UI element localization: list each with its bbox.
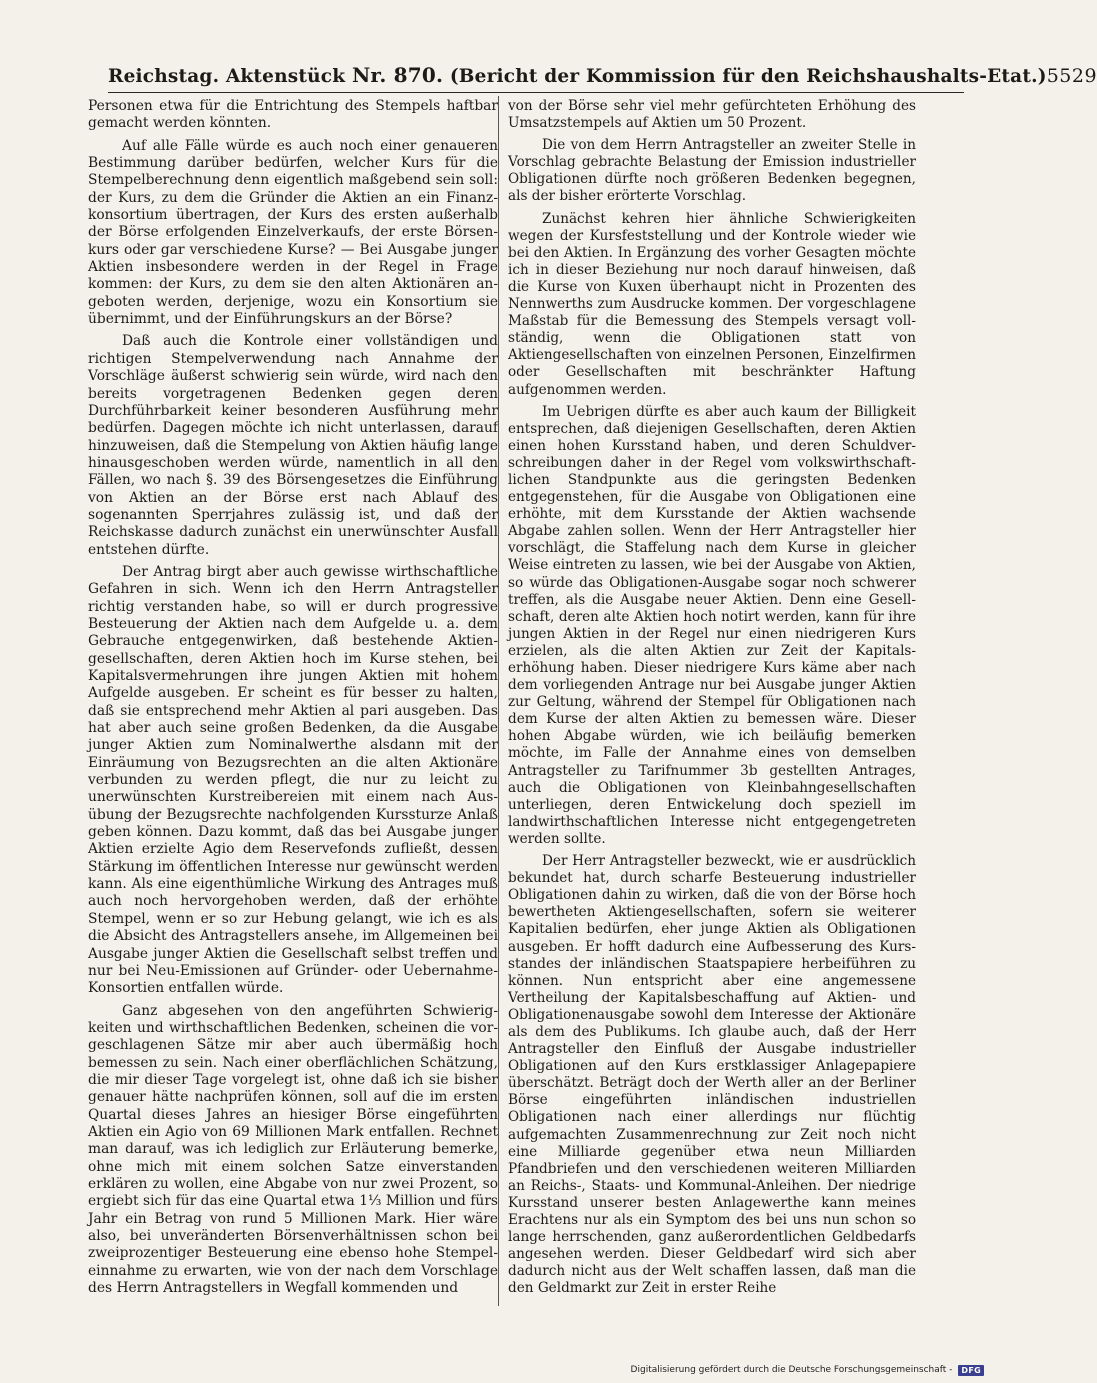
right-column [508, 98, 916, 1303]
paragraph: Im Uebrigen dürfte es aber auch kaum der Billigkeit entsprechen, daß diejenigen Gesellschaften, deren Aktien einen hohen Kursstand haben, und deren Schuldverschreibungen daher in der Regel vom volkswirthschaftlichen Standpunkte aus die geringsten Bedenken entgegenstehen, für die Ausgabe von Obligationen eine erhöhte, mit dem Kursstande der Aktien wachsende Abgabe zahlen sollen. Wenn der Herr Antragsteller hier vorschlägt, die Staffelung nach dem Kurse in gleicher Weise eintreten zu lassen, wie bei der Ausgabe von Aktien, so würde das Obligationen-Ausgabe sogar noch schwerer treffen, als die Ausgabe neuer Aktien. Denn eine Gesellschaft, deren alte Aktien hoch notirt werden, kann für ihre jungen Aktien in der Regel nur einen niedrigeren Kurs erzielen, als die alten Aktien zur Zeit der Kapitalserhöhung haben. Dieser niedrigere Kurs käme aber nach dem vorliegenden Antrage nur bei Ausgabe junger Aktien zur Geltung, während der Stempel für Obligationen nach dem Kurse der alten Aktien zu bemessen wäre. Dieser hohen Abgabe würden, wie ich beiläufig bemerken möchte, im Falle der Annahme eines von demselben Antragsteller zu Tarifnummer 3b gestellten Antrages, auch die Obligationen von Kleinbahngesellschaften unterliegen, deren Entwickelung doch speziell im landwirthschaftlichen Interesse nicht entgegengetreten werden sollte. [508, 403, 916, 847]
paragraph: Ganz abgesehen von den angeführten Schwierigkeiten und wirthschaftlichen Bedenken, scheinen die vorgeschlagenen Sätze mir aber auch übermäßig hoch bemessen zu sein. Nach einer oberflächlichen Schätzung, die mir dieser Tage vorgelegt ist, ohne daß ich sie bisher genauer hätte nachprüfen können, soll auf die im ersten Quartal dieses Jahres an hiesiger Börse eingeführten Aktien ein Agio von 69 Millionen Mark entfallen. Rechnet man darauf, was ich lediglich zur Erläuterung bemerke, ohne mich mit einem solchen Satze einverstanden erklären zu wollen, eine Abgabe von nur zwei Prozent, so ergiebt sich für das eine Quartal etwa 1⅓ Million und fürs Jahr ein Betrag von rund 5 Millionen Mark. Hier wäre also, bei unveränderten Börsenverhältnissen schon bei zweiprozentiger Besteuerung eine ebenso hohe Stempeleinnahme zu erwarten, wie von der nach dem Vorschlage des Herrn Antragstellers in Wegfall kommenden und [88, 1002, 498, 1297]
footer-text: Digitalisierung gefördert durch die Deutsche Forschungsgemeinschaft - [630, 1365, 953, 1375]
running-title-suffix: (Bericht der Kommission für den Reichshaushalts-Etat.) [443, 66, 1047, 87]
paragraph: Der Herr Antragsteller bezweckt, wie er ausdrücklich bekundet hat, durch scharfe Besteuerung industrieller Obligationen dahin zu wirken, daß die von der Börse hoch bewertheten Aktiengesellschaften, sofern sie weiterer Kapitalien bedürfen, eher junge Aktien als Obligationen ausgeben. Er hofft dadurch eine Aufbesserung des Kursstandes der inländischen Staatspapiere herbeiführen zu können. Nun entspricht aber eine angemessene Vertheilung der Kapitalsbeschaffung auf Aktien- und Obligationenausgabe sowohl dem Interesse der Aktionäre als dem des Publikums. Ich glaube auch, daß der Herr Antragsteller den Einfluß der Ausgabe industrieller Obligationen auf den Kurs erstklassiger Anlagepapiere überschätzt. Beträgt doch der Werth aller an der Berliner Börse eingeführten inländischen industriellen Obligationen nach einer allerdings nur flüchtig aufgemachten Zusammenrechnung zur Zeit noch nicht eine Milliarde gegenüber etwa neun Milliarden Pfandbriefen und den verschiedenen weiteren Milliarden an Reichs-, Staats- und Kommunal-Anleihen. Der niedrige Kursstand unserer besten Anlagewerthe kann meines Erachtens nur als ein Symptom des bei uns nun schon so lange herrschenden, ganz außerordentlichen Geldbedarfs angesehen werden. Dieser Geldbedarf wird sich aber dadurch nicht aus der Welt schaffen lassen, daß man die den Geldmarkt zur Zeit in erster Reihe [508, 853, 916, 1297]
paragraph: Personen etwa für die Entrichtung des Stempels haftbar gemacht werden könnten. [88, 98, 498, 132]
page-number: 5529 [1046, 65, 1097, 87]
digitization-footer [631, 1362, 984, 1378]
left-column [88, 98, 498, 1303]
dfg-logo: DFG [958, 1365, 984, 1376]
page-header [108, 56, 1097, 93]
column-divider [498, 96, 499, 1306]
paragraph: von der Börse sehr viel mehr gefürchteten Erhöhung des Umsatzstempels auf Aktien um 50 Prozent. [508, 98, 916, 132]
paragraph: Die von dem Herrn Antragsteller an zweiter Stelle in Vorschlag gebrachte Belastung der Emission industrieller Obligationen dürfte noch größeren Bedenken begegnen, als der bisher erörterte Vorschlag. [508, 137, 916, 205]
paragraph: Der Antrag birgt aber auch gewisse wirthschaftliche Gefahren in sich. Wenn ich den Herrn Antragsteller richtig verstanden habe, so will er durch progressive Besteuerung der Aktien nach dem Aufgelde u. a. dem Gebrauche entgegenwirken, daß bestehende Aktiengesellschaften, deren Aktien hoch im Kurse stehen, bei Kapitalsvermehrungen ihre jungen Aktien mit hohem Aufgelde ausgeben. Er scheint es für besser zu halten, daß sie entsprechend mehr Aktien al pari ausgeben. Das hat aber auch seine großen Bedenken, da die Ausgabe junger Aktien zum Nominalwerthe alsdann mit der Einräumung von Bezugsrechten an die alten Aktionäre verbunden zu werden pflegt, die nur zu leicht zu unerwünschten Kurstreibereien mit einem nach Ausübung der Bezugsrechte nachfolgenden Kurssturze Anlaß geben können. Dazu kommt, daß das bei Ausgabe junger Aktien erzielte Agio dem Reservefonds zufließt, dessen Stärkung im öffentlichen Interesse nur gewünscht werden kann. Als eine eigenthümliche Wirkung des Antrages muß auch noch hervorgehoben werden, daß der erhöhte Stempel, wenn er so zur Hebung gelangt, wie ich es als die Absicht des Antragstellers ansehe, im Allgemeinen bei Ausgabe junger Aktien die Gesellschaft selbst treffen und nur bei Neu-Emissionen auf Gründer- oder Uebernahme-Konsortien entfallen würde. [88, 563, 498, 997]
running-title-prefix: Reichstag. Aktenstück [108, 66, 352, 87]
paragraph: Zunächst kehren hier ähnliche Schwierigkeiten wegen der Kursfeststellung und der Kontrole wieder wie bei den Aktien. In Ergänzung des vorher Gesagten möchte ich in dieser Beziehung nur noch darauf hinweisen, daß die Kurse von Kuxen überhaupt nicht in Prozenten des Nennwerths zum Ausdrucke kommen. Der vorgeschlagene Maßstab für die Bemessung des Stempels versagt vollständig, wenn die Obligationen statt von Aktiengesellschaften von einzelnen Personen, Einzelfirmen oder Gesellschaften mit beschränkter Haftung aufgenommen werden. [508, 210, 916, 398]
paragraph: Auf alle Fälle würde es auch noch einer genaueren Bestimmung darüber bedürfen, welcher Kurs für die Stempelberechnung denn eigentlich maßgebend sein soll: der Kurs, zu dem die Gründer die Aktien an ein Finanzkonsortium übertragen, der Kurs des ersten außerhalb der Börse erfolgenden Einzelverkaufs, der erste Börsenkurs oder gar verschiedene Kurse? — Bei Ausgabe junger Aktien insbesondere werden in der Regel in Frage kommen: der Kurs, zu dem sie den alten Aktionären angeboten werden, derjenige, wozu ein Konsortium sie übernimmt, und der Einführungskurs an der Börse? [88, 137, 498, 328]
document-number: Nr. 870. [351, 63, 444, 87]
running-title [108, 63, 1047, 92]
paragraph: Daß auch die Kontrole einer vollständigen und richtigen Stempelverwendung nach Annahme der Vorschläge äußerst schwierig sein würde, wird nach den bereits vorgetragenen Bedenken gegen deren Durchführbarkeit keiner besonderen Ausführung mehr bedürfen. Dagegen möchte ich nicht unterlassen, darauf hinzuweisen, daß die Stempelung von Aktien häufig lange hinausgeschoben werden würde, namentlich in all den Fällen, wo nach §. 39 des Börsengesetzes die Einführung von Aktien an der Börse erst nach Ablauf des sogenannten Sperrjahres zulässig ist, und daß der Reichskasse dadurch zunächst ein unerwünschter Ausfall entstehen dürfte. [88, 333, 498, 558]
